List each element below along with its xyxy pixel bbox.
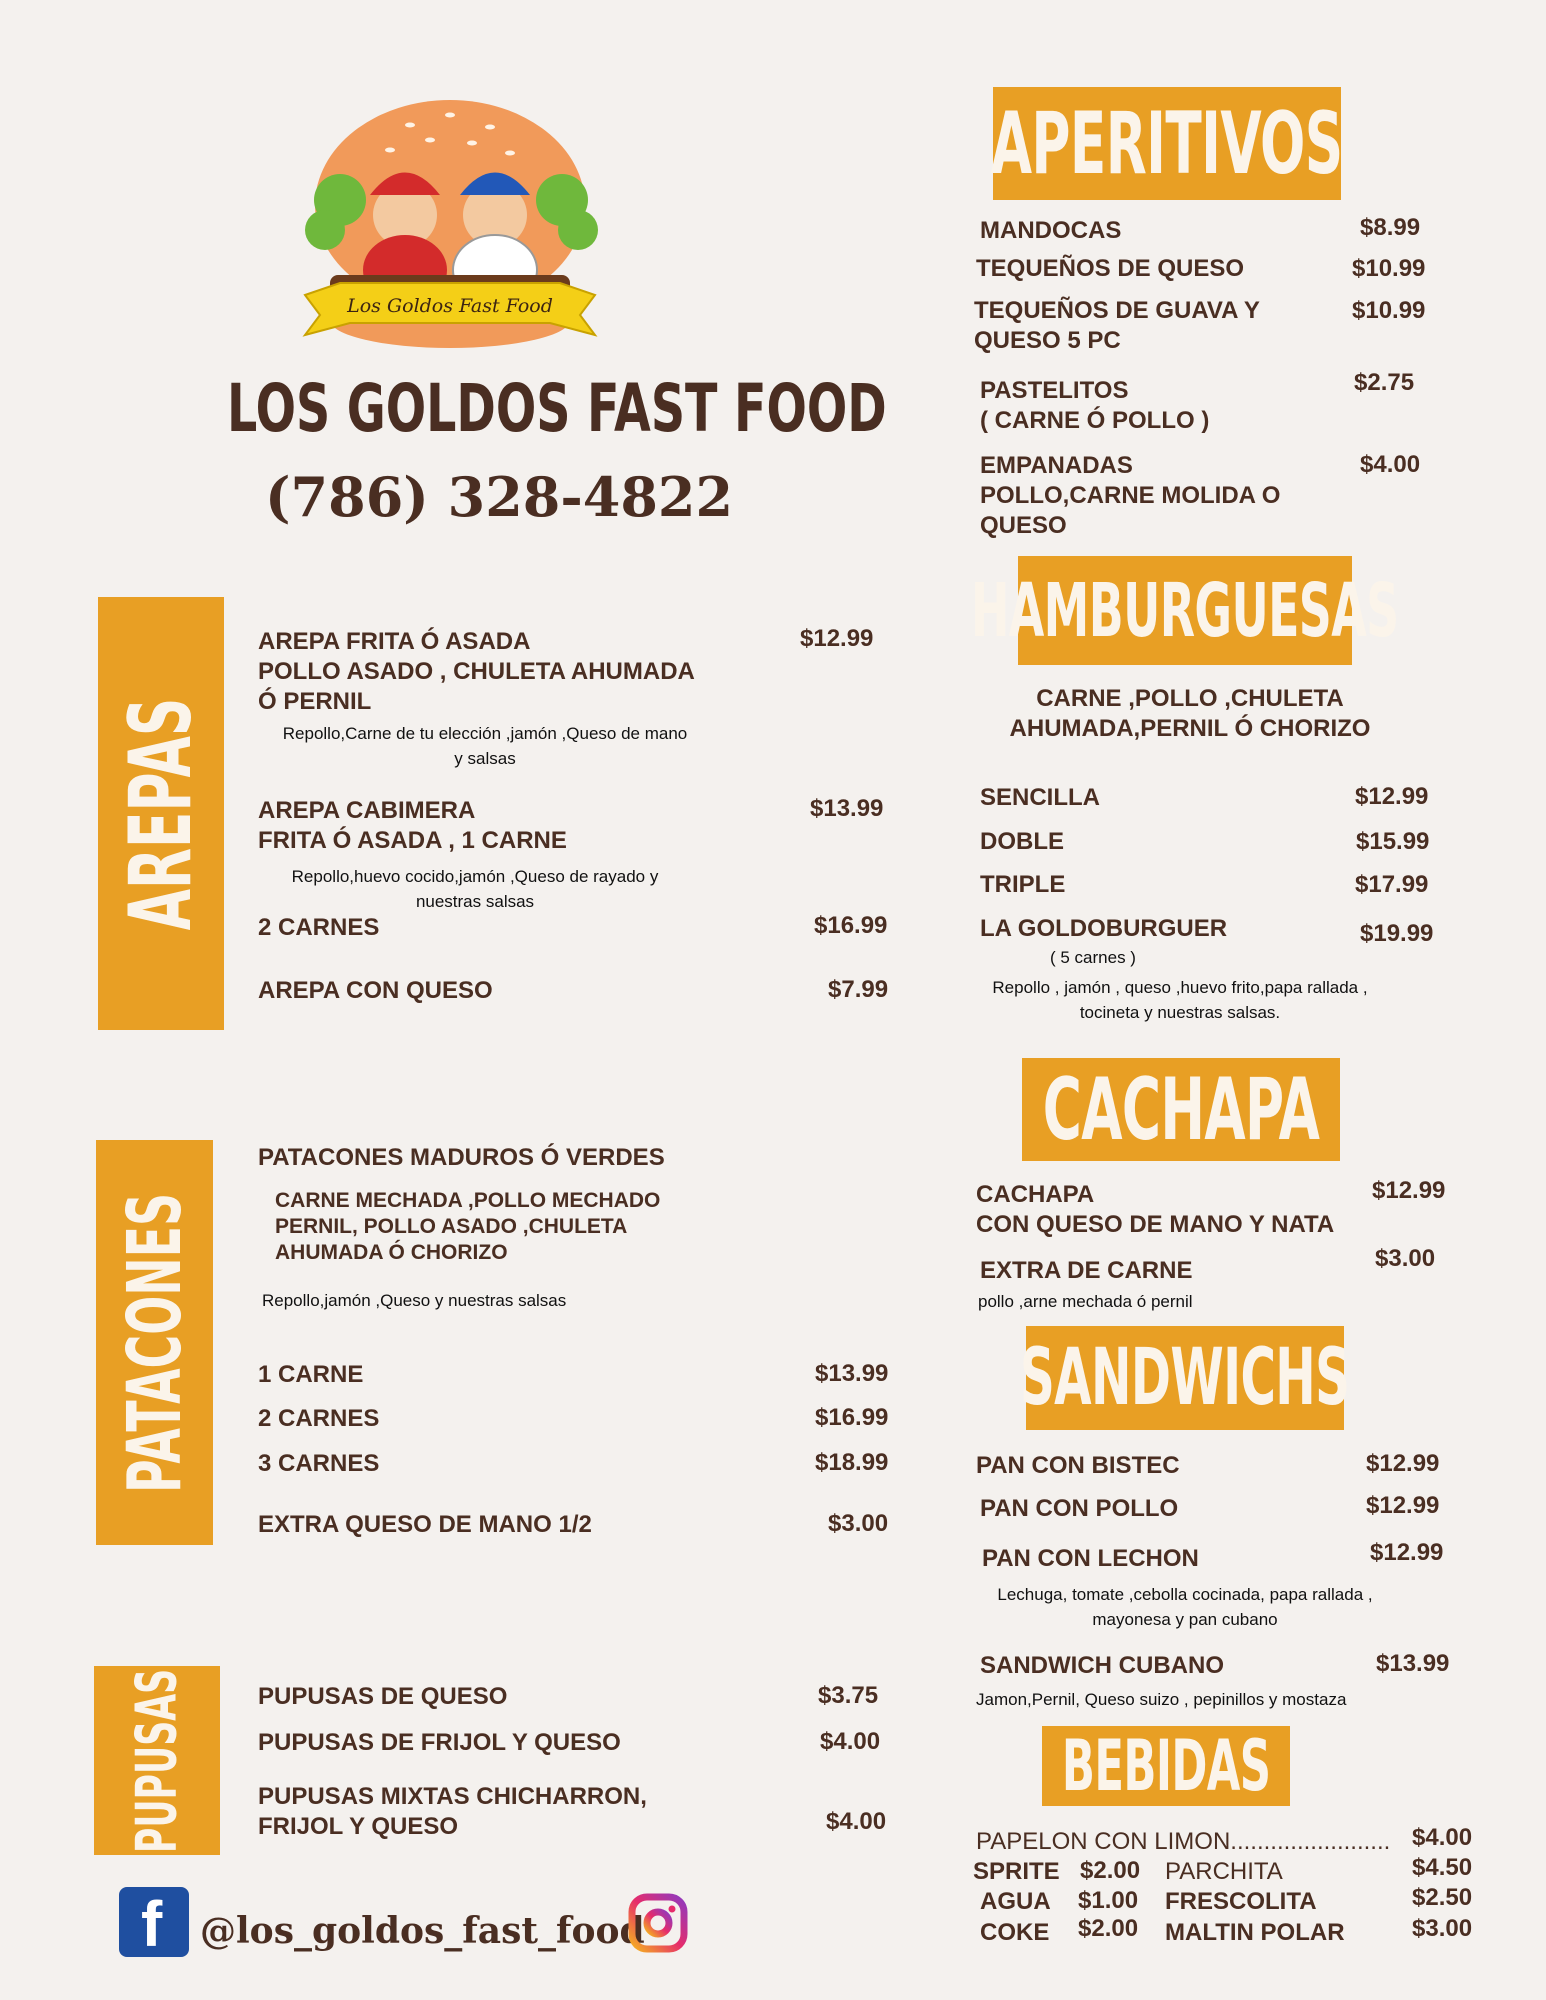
bebidas-item-price: $3.00 (1412, 1915, 1473, 1942)
patacones-item-name: EXTRA QUESO DE MANO 1/2 (258, 1511, 592, 1538)
hamburguesas-item-price: $15.99 (1356, 828, 1430, 855)
arepas-item-price: $7.99 (828, 976, 889, 1003)
pupusas-item-price: $4.00 (820, 1728, 881, 1755)
hamburguesas-item-price: $17.99 (1355, 871, 1429, 898)
sandwichs-item-name: PAN CON BISTEC (976, 1452, 1180, 1479)
hamburguesas-item-price: $19.99 (1360, 920, 1434, 947)
logo-text: Los Goldos Fast Food (347, 295, 553, 317)
bebidas-papelon-name: PAPELON CON LIMON........................ (976, 1828, 1391, 1855)
bebidas-item-name: AGUA (980, 1888, 1051, 1915)
sandwichs-item-name: PAN CON LECHON (982, 1545, 1199, 1572)
cachapa-title: CACHAPA (1042, 1059, 1320, 1160)
aperitivos-item-name: EMPANADAS POLLO,CARNE MOLIDA O QUESO (980, 452, 1281, 539)
sandwichs-item-price: $12.99 (1366, 1450, 1440, 1477)
phone-number: (786) 328-4822 (265, 465, 734, 529)
cachapa-item-price: $12.99 (1372, 1177, 1446, 1204)
sandwichs-item-price: $12.99 (1366, 1492, 1440, 1519)
aperitivos-banner (993, 87, 1341, 200)
bebidas-item-name: PARCHITA (1165, 1858, 1283, 1885)
instagram-icon[interactable] (628, 1893, 688, 1953)
aperitivos-item-price: $2.75 (1354, 369, 1415, 396)
hamburguesas-item-name: TRIPLE (980, 871, 1066, 898)
bebidas-item-name: SPRITE (973, 1858, 1060, 1885)
aperitivos-item-price: $4.00 (1360, 451, 1421, 478)
bebidas-item-name: COKE (980, 1919, 1050, 1946)
cachapa-item-note: pollo ,arne mechada ó pernil (978, 1292, 1193, 1311)
aperitivos-item-name: MANDOCAS (980, 217, 1122, 244)
patacones-item-name: 3 CARNES (258, 1450, 380, 1477)
aperitivos-title: APERITIVOS (991, 93, 1343, 194)
sandwichs-item-name: SANDWICH CUBANO (980, 1652, 1224, 1679)
hamburguesas-title: HAMBURGUESAS (971, 567, 1399, 654)
cachapa-item-price: $3.00 (1375, 1245, 1436, 1272)
aperitivos-item-name: TEQUEÑOS DE QUESO (976, 255, 1245, 282)
cachapa-item-name: EXTRA DE CARNE (980, 1257, 1193, 1284)
sandwichs-banner (1020, 1326, 1350, 1430)
sandwichs-item-note: Jamon,Pernil, Queso suizo , pepinillos y mostaza (976, 1690, 1347, 1709)
aperitivos-item-price: $10.99 (1352, 255, 1426, 282)
logo (300, 95, 600, 355)
bebidas-item-price: $1.00 (1078, 1887, 1139, 1914)
pupusas-item-name: PUPUSAS MIXTAS CHICHARRON, FRIJOL Y QUESO (258, 1783, 647, 1840)
sandwichs-item-name: PAN CON POLLO (980, 1495, 1179, 1522)
hamburguesas-item-name: DOBLE (980, 828, 1064, 855)
bebidas-banner (1042, 1726, 1290, 1806)
bebidas-item-price: $2.00 (1078, 1915, 1139, 1942)
patacones-item-price: $18.99 (815, 1449, 889, 1476)
hamburguesas-item-price: $12.99 (1355, 783, 1429, 810)
bebidas-item-name: FRESCOLITA (1165, 1888, 1317, 1915)
bebidas-item-price: $4.50 (1412, 1854, 1473, 1881)
pupusas-banner (94, 1666, 220, 1855)
patacones-item-price: $3.00 (828, 1510, 889, 1537)
arepas-item-note: Repollo,huevo cocido,jamón ,Queso de rayado y nuestras salsas (291, 867, 659, 911)
arepas-item-name: AREPA CABIMERA FRITA Ó ASADA , 1 CARNE (258, 797, 567, 854)
patacones-item-name: 1 CARNE (258, 1361, 364, 1388)
arepas-item-name: 2 CARNES (258, 914, 380, 941)
arepas-item-price: $12.99 (800, 625, 874, 652)
patacones-banner (96, 1140, 213, 1545)
bebidas-item-price: $2.50 (1412, 1884, 1473, 1911)
arepas-item-name: AREPA FRITA Ó ASADA POLLO ASADO , CHULETA AHUMADA Ó PERNIL (258, 628, 695, 715)
arepas-item-price: $16.99 (814, 912, 888, 939)
hamburguesas-item-name: LA GOLDOBURGUER (980, 915, 1228, 942)
facebook-icon[interactable]: f (119, 1887, 189, 1957)
patacones-options: CARNE MECHADA ,POLLO MECHADO PERNIL, POLLO ASADO ,CHULETA AHUMADA Ó CHORIZO (275, 1189, 661, 1264)
cachapa-banner (1022, 1058, 1340, 1161)
patacones-item-price: $16.99 (815, 1404, 889, 1431)
arepas-banner (98, 597, 224, 1030)
goldoburguer-sub: ( 5 carnes ) (1050, 948, 1136, 967)
sandwichs-title: SANDWICHS (1020, 1333, 1350, 1423)
hamburguesas-options: CARNE ,POLLO ,CHULETA AHUMADA,PERNIL Ó CHORIZO (1009, 685, 1371, 742)
bebidas-title: BEBIDAS (1061, 1725, 1271, 1807)
cachapa-item-name: CACHAPA CON QUESO DE MANO Y NATA (976, 1181, 1335, 1238)
patacones-title: PATACONES (111, 1192, 198, 1493)
hamburguesas-item-name: SENCILLA (980, 784, 1100, 811)
hamburguesas-banner (971, 556, 1399, 665)
aperitivos-item-name: PASTELITOS ( CARNE Ó POLLO ) (980, 377, 1210, 434)
pupusas-item-price: $3.75 (818, 1682, 879, 1709)
pupusas-item-price: $4.00 (826, 1808, 887, 1835)
hamburguesas-note: Repollo , jamón , queso ,huevo frito,papa rallada , tocineta y nuestras salsas. (992, 978, 1368, 1022)
arepas-item-name: AREPA CON QUESO (258, 977, 493, 1004)
bebidas-papelon-price: $4.00 (1412, 1824, 1473, 1851)
restaurant-name: LOS GOLDOS FAST FOOD (227, 370, 887, 447)
aperitivos-item-price: $8.99 (1360, 214, 1421, 241)
sandwichs-item-price: $12.99 (1370, 1539, 1444, 1566)
pupusas-item-name: PUPUSAS DE FRIJOL Y QUESO (258, 1729, 621, 1756)
sandwichs-item-note: Lechuga, tomate ,cebolla cocinada, papa rallada , mayonesa y pan cubano (997, 1585, 1373, 1629)
aperitivos-item-name: TEQUEÑOS DE GUAVA Y QUESO 5 PC (974, 297, 1260, 354)
arepas-item-price: $13.99 (810, 795, 884, 822)
pupusas-item-name: PUPUSAS DE QUESO (258, 1683, 508, 1710)
patacones-item-price: $13.99 (815, 1360, 889, 1387)
social-handle[interactable]: @los_goldos_fast_food (200, 1910, 645, 1952)
pupusas-title: PUPUSAS (124, 1668, 190, 1853)
sandwichs-item-price: $13.99 (1376, 1650, 1450, 1677)
patacones-item-name: 2 CARNES (258, 1405, 380, 1432)
patacones-note: Repollo,jamón ,Queso y nuestras salsas (262, 1291, 567, 1310)
arepas-title: AREPAS (111, 697, 211, 930)
bebidas-item-price: $2.00 (1080, 1857, 1141, 1884)
bebidas-item-name: MALTIN POLAR (1165, 1919, 1345, 1946)
aperitivos-item-price: $10.99 (1352, 297, 1426, 324)
arepas-item-note: Repollo,Carne de tu elección ,jamón ,Queso de mano y salsas (282, 724, 688, 768)
patacones-heading: PATACONES MADUROS Ó VERDES (258, 1144, 665, 1171)
